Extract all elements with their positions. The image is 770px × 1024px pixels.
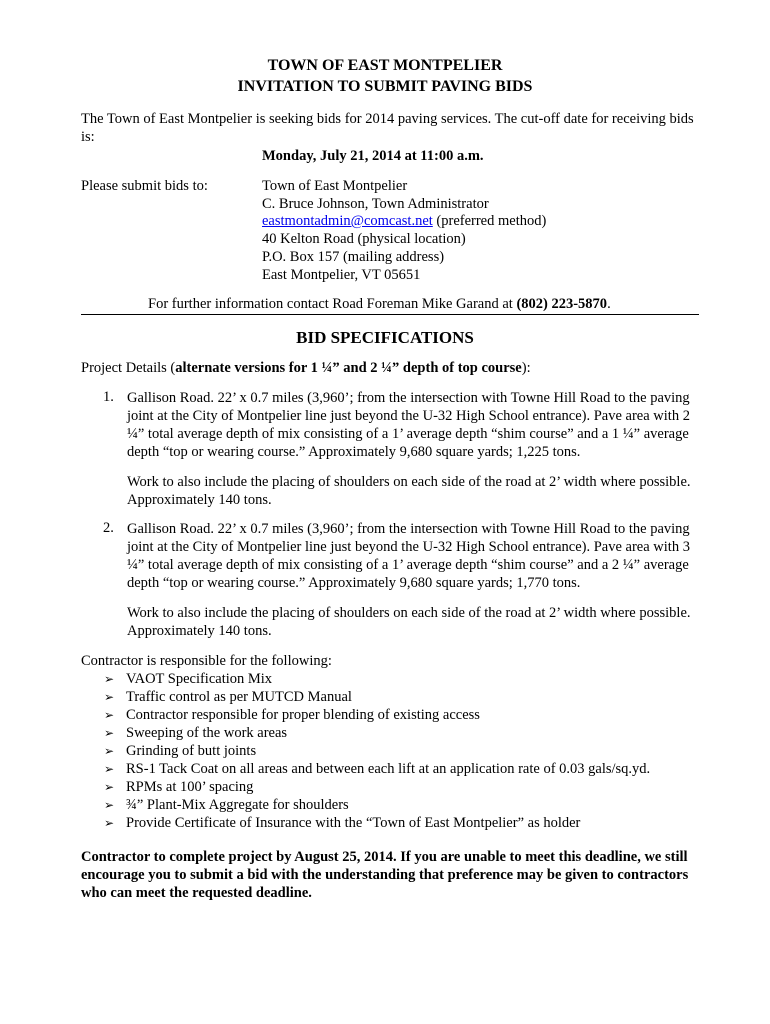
list-item: ➢ RPMs at 100’ spacing: [104, 779, 254, 795]
list-item-shoulders: Work to also include the placing of shoulders on each side of the road at 2’ width where possible. Approximately 140 tons.: [127, 605, 691, 639]
deadline-text: Monday, July 21, 2014 at 11:00 a.m.: [262, 148, 484, 164]
project-details-line: [81, 359, 531, 377]
bid-specifications-heading: BID SPECIFICATIONS: [296, 328, 474, 347]
closing-paragraph: Contractor to complete project by August 25, 2014. If you are unable to meet this deadline, we still encourage you to submit a bid with the understanding that preference may be given to contractors who can meet the requested deadline.: [81, 849, 689, 901]
list-item: ➢ RS-1 Tack Coat on all areas and between each lift at an application rate of 0.03 gals/sq.yd.: [104, 761, 651, 777]
arrow-bullet-icon: ➢: [104, 672, 115, 686]
list-item-number: 2.: [103, 520, 114, 536]
submit-label: Please submit bids to:: [81, 178, 208, 194]
contractor-heading: Contractor is responsible for the following:: [81, 653, 332, 669]
contact-line: [148, 295, 611, 313]
arrow-bullet-icon: ➢: [104, 690, 115, 704]
email-link[interactable]: eastmontadmin@comcast.net: [262, 213, 433, 229]
list-item: ➢ Traffic control as per MUTCD Manual: [104, 689, 352, 705]
divider: [81, 314, 699, 315]
arrow-bullet-icon: ➢: [104, 726, 115, 740]
arrow-bullet-icon: ➢: [104, 762, 115, 776]
list-item: ➢ ¾” Plant-Mix Aggregate for shoulders: [104, 797, 349, 813]
arrow-bullet-icon: ➢: [104, 708, 115, 722]
address-line-email: [262, 212, 546, 230]
list-item: ➢ Sweeping of the work areas: [104, 725, 288, 741]
address-line-administrator: C. Bruce Johnson, Town Administrator: [262, 196, 489, 212]
arrow-bullet-icon: ➢: [104, 816, 115, 830]
contact-phone: (802) 223-5870: [516, 296, 608, 312]
arrow-bullet-icon: ➢: [104, 744, 115, 758]
details-prefix: Project Details (: [81, 360, 176, 376]
list-item: ➢ Provide Certificate of Insurance with the “Town of East Montpelier” as holder: [104, 815, 581, 831]
contact-suffix: .: [607, 296, 611, 312]
list-item: ➢ VAOT Specification Mix: [104, 671, 273, 687]
address-line-physical: 40 Kelton Road (physical location): [262, 231, 466, 247]
address-line-mailing: P.O. Box 157 (mailing address): [262, 249, 445, 265]
list-item-number: 1.: [103, 389, 114, 405]
address-line-town: Town of East Montpelier: [262, 178, 408, 194]
arrow-bullet-icon: ➢: [104, 798, 115, 812]
intro-paragraph: The Town of East Montpelier is seeking bids for 2014 paving services. The cut-off date for receiving bids is:: [81, 111, 694, 145]
arrow-bullet-icon: ➢: [104, 780, 115, 794]
list-item: ➢ Contractor responsible for proper blending of existing access: [104, 707, 480, 723]
email-note: (preferred method): [432, 213, 547, 229]
list-item-text: Gallison Road. 22’ x 0.7 miles (3,960’; from the intersection with Towne Hill Road to the paving joint at the City of Montpelier line just beyond the U-32 High School entrance). Pave area with 2 ¼” total average depth of mix consisting of a 1’ average depth “shim course” and a 1 ¼” average depth “top or wearing course.” Approximately 9,680 square yards; 1,225 tons.: [127, 390, 690, 460]
list-item-shoulders: Work to also include the placing of shoulders on each side of the road at 2’ width where possible. Approximately 140 tons.: [127, 474, 691, 508]
list-item: ➢ Grinding of butt joints: [104, 743, 257, 759]
contact-prefix: For further information contact Road Foreman Mike Garand at: [148, 296, 517, 312]
document-title-line2: INVITATION TO SUBMIT PAVING BIDS: [237, 78, 533, 95]
address-line-city: East Montpelier, VT 05651: [262, 267, 421, 283]
list-item-text: Gallison Road. 22’ x 0.7 miles (3,960’; from the intersection with Towne Hill Road to the paving joint at the City of Montpelier line just beyond the U-32 High School entrance). Pave area with 3 ¼” total average depth of mix consisting of a 1’ average depth “shim course” and a 2 ¼” average depth “top or wearing course.” Approximately 9,680 square yards; 1,770 tons.: [127, 521, 690, 591]
contractor-list: [104, 670, 650, 832]
details-suffix: ):: [521, 360, 531, 376]
details-bold: alternate versions for 1 ¼” and 2 ¼” depth of top course: [175, 360, 522, 376]
document-title-line1: TOWN OF EAST MONTPELIER: [267, 57, 503, 74]
